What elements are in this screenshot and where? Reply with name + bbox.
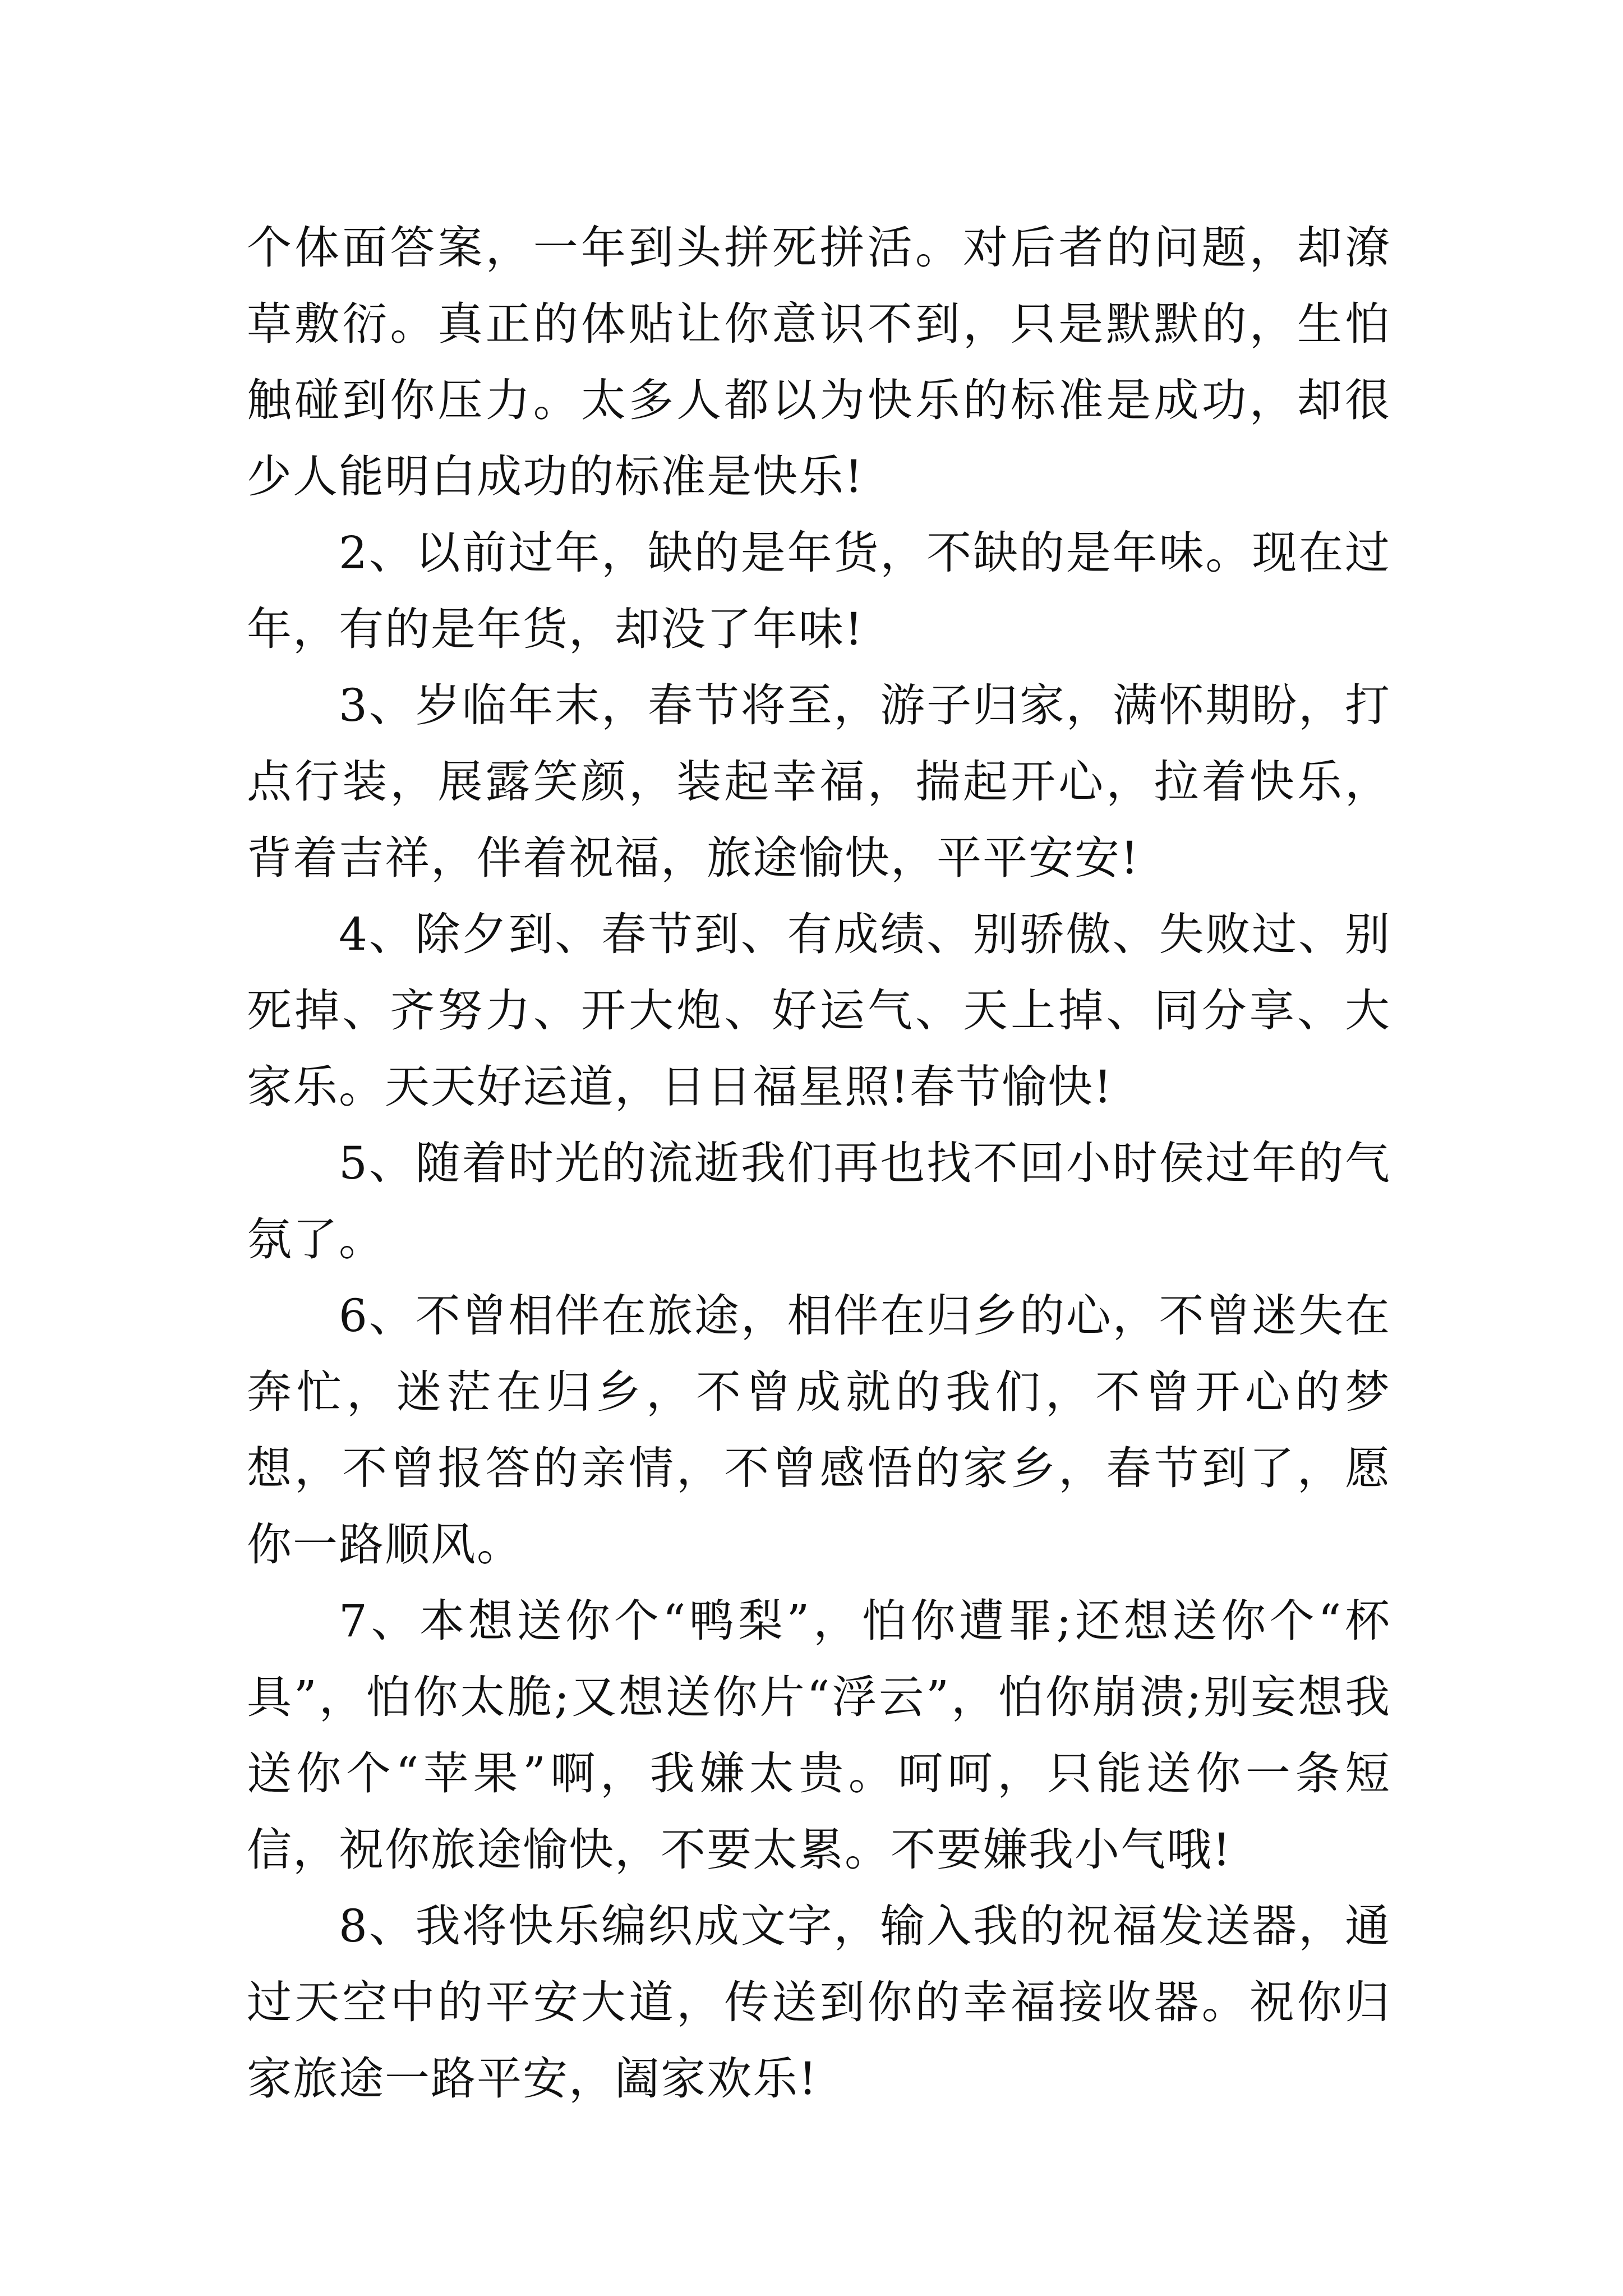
paragraph-item-7: 7、本想送你个“鸭梨”，怕你遭罪;还想送你个“杯具”，怕你太脆;又想送你片“浮云”，怕你崩溃;别妄想我送你个“苹果”啊，我嫌太贵。呵呵，只能送你一条短信，祝你旅途愉快，不要太累。不要嫌我小气哦! bbox=[247, 1595, 1391, 1876]
paragraph-item-5: 5、随着时光的流逝我们再也找不回小时侯过年的气氛了。 bbox=[247, 1137, 1391, 1266]
paragraph-item-6: 6、不曾相伴在旅途，相伴在归乡的心，不曾迷失在奔忙，迷茫在归乡，不曾成就的我们，不曾开心的梦想，不曾报答的亲情，不曾感悟的家乡，春节到了，愿你一路顺风。 bbox=[247, 1290, 1391, 1571]
paragraph-item-4: 4、除夕到、春节到、有成绩、别骄傲、失败过、别死掉、齐努力、开大炮、好运气、天上掉、同分享、大家乐。天天好运道，日日福星照!春节愉快! bbox=[247, 908, 1391, 1113]
document-body bbox=[247, 210, 1391, 2117]
paragraph-item-3: 3、岁临年末，春节将至，游子归家，满怀期盼，打点行装，展露笑颜，装起幸福，揣起开心，拉着快乐，背着吉祥，伴着祝福，旅途愉快，平平安安! bbox=[247, 679, 1391, 884]
paragraph-continuation: 个体面答案，一年到头拼死拼活。对后者的问题，却潦草敷衍。真正的体贴让你意识不到，只是默默的，生怕触碰到你压力。太多人都以为快乐的标准是成功，却很少人能明白成功的标准是快乐! bbox=[247, 222, 1391, 503]
paragraph-item-2: 2、以前过年，缺的是年货，不缺的是年味。现在过年，有的是年货，却没了年味! bbox=[247, 527, 1391, 655]
paragraph-item-8: 8、我将快乐编织成文字，输入我的祝福发送器，通过天空中的平安大道，传送到你的幸福接收器。祝你归家旅途一路平安，阖家欢乐! bbox=[247, 1900, 1391, 2105]
